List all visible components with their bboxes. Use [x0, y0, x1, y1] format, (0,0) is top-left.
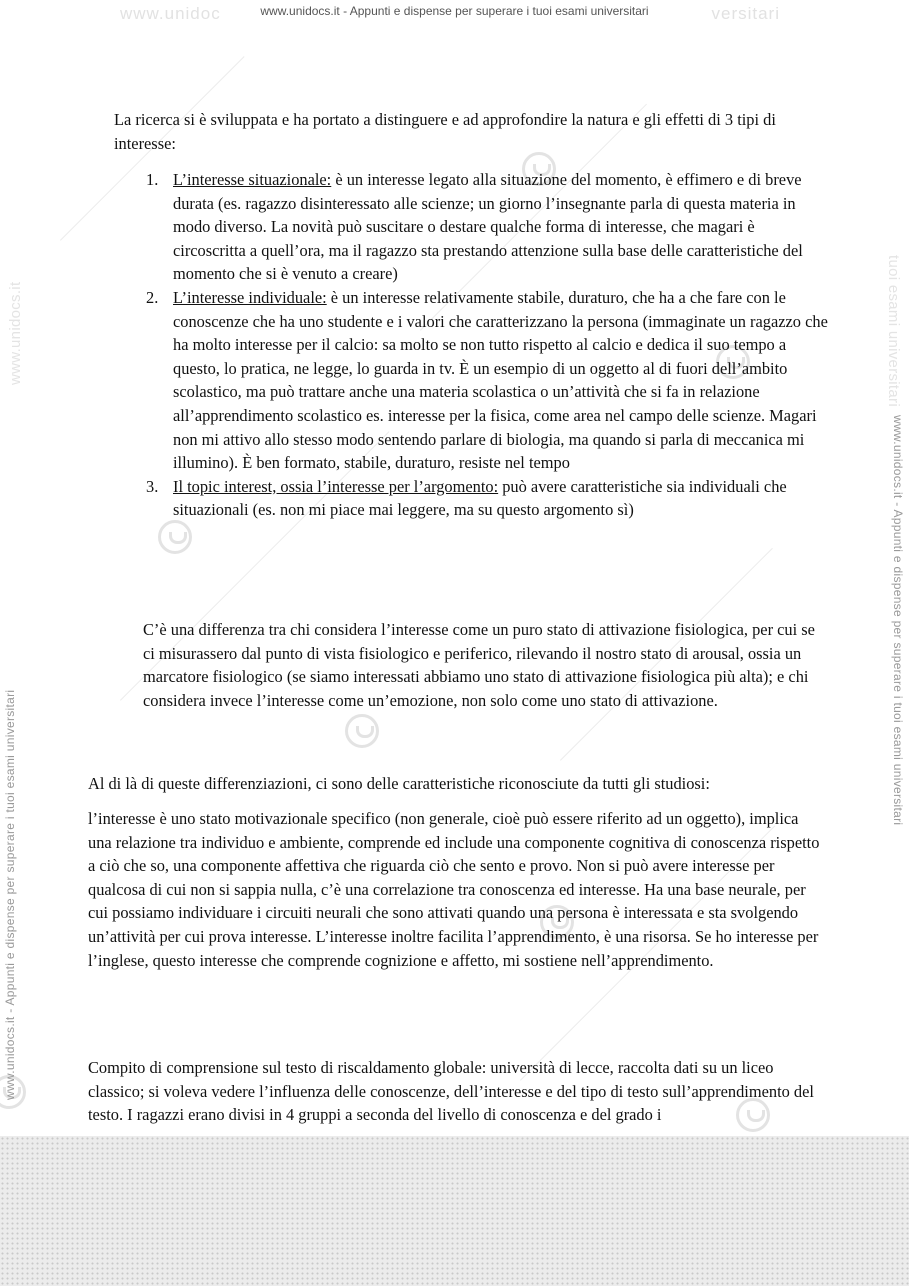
arousal-emotion-paragraph: C’è una differenza tra chi considera l’interesse come un puro stato di attivazione fisiologica, per cui se ci misurassero dal punto di vista fisiologico e periferico, rilevando il nostro stato di arousal, ossia un marcatore fisiologico (se siamo interessati abbiamo uno stato di attivazione fisiologica più alta); e chi considera invece l’interesse come un’emozione, non solo come uno stato di attivazione. — [143, 620, 815, 710]
list-item-text: può avere caratteristiche sia individuali che situazionali (es. non mi piace mai leggere, ma su questo argomento sì) — [173, 476, 787, 520]
list-item-text: è un interesse legato alla situazione del momento, è effimero e di breve durata (es. ragazzo disinteressato alle scienze; un giorno l’insegnante parla di questa materia in modo diverso. La novità può suscitare o destare qualche forma di interesse, che magari è circoscritta a quell’ora, ma il ragazzo sta prestando attenzione sulla base delle caratteristiche del momento che si è venuto a creare) — [173, 170, 803, 284]
interest-types-list — [146, 168, 828, 522]
shared-characteristics-paragraph: Al di là di queste differenziazioni, ci sono delle caratteristiche riconosciute da tutti gli studiosi: — [88, 774, 710, 793]
list-item-title: L’interesse situazionale: — [173, 170, 332, 189]
header-watermark-text: www.unidocs.it - Appunti e dispense per superare i tuoi esami universitari — [260, 4, 649, 18]
list-item-number: 3. — [146, 476, 159, 496]
dotted-placeholder-area — [0, 1136, 909, 1286]
header-ghost-right: versitari — [711, 4, 780, 23]
left-side-watermark: www.unidocs.it - Appunti e dispense per superare i tuoi esami universitari — [3, 689, 17, 1100]
list-item — [146, 475, 828, 522]
list-item — [146, 168, 828, 286]
list-item-number: 2. — [146, 287, 159, 307]
left-side-ghost-watermark: www.unidocs.it — [7, 281, 24, 385]
comprehension-task-paragraph: Compito di comprensione sul testo di riscaldamento globale: università di lecce, raccolta dati su un liceo classico; si voleva vedere l’influenza delle conoscenze, dell’interesse e del tipo di testo sull’apprendimento del testo. I ragazzi erano divisi in 4 gruppi a seconda del livello di conoscenza e del grado i — [88, 1058, 814, 1125]
unidocs-logo-icon — [158, 520, 192, 554]
header-ghost-left: www.unidoc — [120, 4, 221, 23]
list-item — [146, 286, 828, 475]
right-side-ghost-watermark: tuoi esami universitari — [885, 255, 902, 407]
right-side-watermark: www.unidocs.it - Appunti e dispense per superare i tuoi esami universitari — [891, 415, 905, 826]
unidocs-logo-icon — [345, 714, 379, 748]
interest-definition-paragraph: l’interesse è uno stato motivazionale specifico (non generale, cioè può essere riferito ad un oggetto), implica una relazione tra individuo e ambiente, comprende ed include una componente cognitiva di conoscenza rispetto a ciò che so, una componente affettiva che riguarda ciò che sento e provo. Non si può avere interesse per qualcosa di cui non si sappia nulla, c’è una correlazione tra conoscenza ed interesse. Ha una base neurale, per cui possiamo individuare i circuiti neurali che sono attivati quando una persona è interessata e sta svolgendo un’attività per cui prova interesse. L’interesse inoltre facilita l’apprendimento, è una risorsa. Se ho interesse per l’inglese, questo interesse che comprende cognizione e affetto, mi sostiene nell’apprendimento. — [88, 809, 820, 970]
list-item-text: è un interesse relativamente stabile, duraturo, che ha a che fare con le conoscenze che ha uno studente e i valori che caratterizzano la persona (immaginate un ragazzo che ha molto interesse per il calcio: sa molto se non tutto rispetto al calcio e dedica il suo tempo a questo, lo pratica, ne legge, lo guarda in tv. È un esempio di un oggetto al di fuori dell’ambito scolastico, ma può trattare anche una materia scolastica o un’attività che si fa in relazione all’apprendimento scolastico es. interesse per la fisica, come area nel campo delle scienze. Magari non mi attivo allo stesso modo sentendo parlare di biologia, ma quando si parla di meccanica mi illumino). È ben formato, stabile, duraturo, resiste nel tempo — [173, 287, 828, 473]
intro-paragraph: La ricerca si è sviluppata e ha portato a distinguere e ad approfondire la natura e gli effetti di 3 tipi di interesse: — [114, 110, 776, 153]
header-watermark — [0, 4, 909, 23]
list-item-title: L’interesse individuale: — [173, 287, 327, 307]
list-item-number: 1. — [146, 170, 159, 189]
list-item-title: Il topic interest, ossia l’interesse per l’argomento: — [173, 476, 499, 496]
